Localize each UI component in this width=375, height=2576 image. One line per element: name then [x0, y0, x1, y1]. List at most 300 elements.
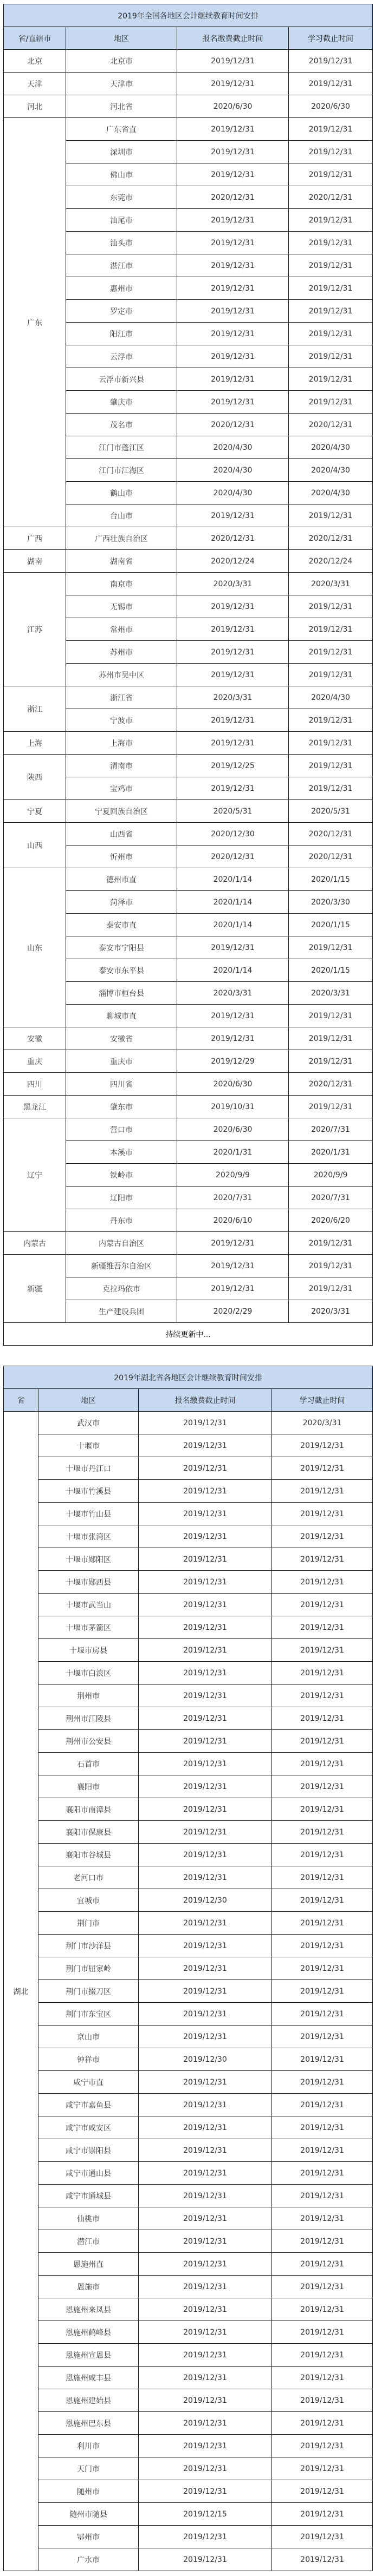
registration-deadline-cell: 2019/12/31 — [139, 2230, 272, 2253]
study-deadline-cell: 2020/7/31 — [289, 1187, 373, 1209]
registration-deadline-cell: 2020/12/31 — [177, 845, 289, 868]
table-row — [4, 1457, 373, 1480]
study-deadline-cell: 2020/12/31 — [289, 823, 373, 845]
region-cell: 南京市 — [66, 573, 177, 595]
region-cell: 宁波市 — [66, 709, 177, 732]
region-cell: 十堰市郧阳区 — [38, 1548, 139, 1571]
region-cell: 辽阳市 — [66, 1187, 177, 1209]
registration-deadline-cell: 2019/12/31 — [139, 2139, 272, 2162]
region-cell: 襄阳市谷城县 — [38, 1844, 139, 1866]
region-cell: 惠州市 — [66, 277, 177, 300]
province-cell: 上海 — [4, 732, 66, 755]
table-row — [4, 1027, 373, 1050]
registration-deadline-cell: 2019/12/31 — [139, 1912, 272, 1935]
study-deadline-cell: 2019/12/31 — [289, 1050, 373, 1073]
registration-deadline-cell: 2019/12/31 — [139, 1935, 272, 1957]
table-row — [4, 1889, 373, 1912]
study-deadline-cell: 2019/12/31 — [289, 254, 373, 277]
table-row — [4, 1730, 373, 1753]
study-deadline-cell: 2019/12/31 — [272, 1730, 373, 1753]
region-cell: 北京市 — [66, 50, 177, 73]
region-cell: 钟祥市 — [38, 2048, 139, 2071]
study-deadline-cell: 2019/12/31 — [289, 1096, 373, 1118]
study-deadline-cell: 2019/12/31 — [272, 1571, 373, 1594]
region-cell: 阳江市 — [66, 323, 177, 345]
study-deadline-cell: 2020/1/15 — [289, 959, 373, 982]
region-cell: 襄阳市南漳县 — [38, 1798, 139, 1821]
region-cell: 荆门市掇刀区 — [38, 1980, 139, 2003]
study-deadline-cell: 2019/12/31 — [289, 391, 373, 414]
table-row — [4, 1707, 373, 1730]
region-cell: 随州市随县 — [38, 2503, 139, 2526]
region-cell: 咸宁市嘉鱼县 — [38, 2094, 139, 2116]
study-deadline-cell: 2019/12/31 — [272, 1548, 373, 1571]
registration-deadline-cell: 2019/12/31 — [139, 2071, 272, 2094]
province-cell: 新疆 — [4, 1255, 66, 1323]
study-deadline-cell: 2019/12/31 — [272, 2298, 373, 2321]
province-cell: 广西 — [4, 527, 66, 550]
registration-deadline-cell: 2019/12/31 — [177, 232, 289, 254]
study-deadline-cell: 2020/12/31 — [289, 1073, 373, 1096]
registration-deadline-cell: 2019/12/31 — [177, 391, 289, 414]
study-deadline-cell: 2020/4/30 — [289, 482, 373, 504]
study-deadline-cell: 2019/12/31 — [289, 1005, 373, 1027]
table-row — [4, 1662, 373, 1684]
registration-deadline-cell: 2019/12/30 — [139, 2048, 272, 2071]
table-row — [4, 2230, 373, 2253]
registration-deadline-cell: 2019/12/31 — [139, 2185, 272, 2207]
study-deadline-cell: 2020/6/30 — [289, 95, 373, 118]
registration-deadline-cell: 2019/12/31 — [139, 1457, 272, 1480]
region-cell: 江门市蓬江区 — [66, 436, 177, 459]
region-cell: 广西壮族自治区 — [66, 527, 177, 550]
table-row — [4, 1912, 373, 1935]
study-deadline-cell: 2019/12/31 — [272, 2026, 373, 2048]
region-cell: 天门市 — [38, 2457, 139, 2480]
study-deadline-cell: 2019/12/31 — [272, 2412, 373, 2435]
region-cell: 苏州市 — [66, 641, 177, 664]
table-row — [4, 1118, 373, 1141]
region-cell: 潜江市 — [38, 2230, 139, 2253]
registration-deadline-cell: 2020/12/31 — [177, 414, 289, 436]
table-row — [4, 2412, 373, 2435]
region-cell: 茂名市 — [66, 414, 177, 436]
column-header-province: 省 — [4, 1389, 38, 1412]
study-deadline-cell: 2019/12/31 — [272, 2253, 373, 2276]
region-cell: 广东省直 — [66, 118, 177, 141]
table-row — [4, 2503, 373, 2526]
study-deadline-cell: 2019/12/31 — [289, 141, 373, 163]
table-row — [4, 686, 373, 709]
table-title: 2019年全国各地区会计继续教育时间安排 — [4, 4, 373, 27]
study-deadline-cell: 2019/12/31 — [289, 232, 373, 254]
region-cell: 襄阳市保康县 — [38, 1821, 139, 1844]
registration-deadline-cell: 2020/9/9 — [177, 1164, 289, 1187]
table-row — [4, 2116, 373, 2139]
region-cell: 苏州市吴中区 — [66, 664, 177, 686]
region-cell: 鹤山市 — [66, 482, 177, 504]
province-cell: 黑龙江 — [4, 1096, 66, 1118]
table-row — [4, 1639, 373, 1662]
registration-deadline-cell: 2019/12/25 — [177, 755, 289, 777]
table-row — [4, 2457, 373, 2480]
table-title: 2019年湖北省各地区会计继续教育时间安排 — [4, 1366, 373, 1389]
registration-deadline-cell: 2019/12/31 — [139, 1662, 272, 1684]
table-row — [4, 2526, 373, 2548]
registration-deadline-cell: 2019/12/31 — [139, 2457, 272, 2480]
study-deadline-cell: 2019/12/31 — [289, 300, 373, 323]
province-cell: 湖南 — [4, 550, 66, 573]
table-row — [4, 1775, 373, 1798]
region-cell: 十堰市张湾区 — [38, 1525, 139, 1548]
table-row — [4, 1073, 373, 1096]
region-cell: 浙江省 — [66, 686, 177, 709]
study-deadline-cell: 2020/3/31 — [289, 982, 373, 1005]
region-cell: 鄂州市 — [38, 2526, 139, 2548]
study-deadline-cell: 2019/12/31 — [272, 1525, 373, 1548]
registration-deadline-cell: 2019/12/31 — [139, 2003, 272, 2026]
region-cell: 恩施州巴东县 — [38, 2412, 139, 2435]
registration-deadline-cell: 2020/12/31 — [177, 527, 289, 550]
region-cell: 上海市 — [66, 732, 177, 755]
study-deadline-cell: 2019/12/31 — [272, 2344, 373, 2367]
registration-deadline-cell: 2019/12/31 — [177, 345, 289, 368]
table-row — [4, 1935, 373, 1957]
registration-deadline-cell: 2020/4/30 — [177, 459, 289, 482]
region-cell: 聊城市直 — [66, 1005, 177, 1027]
registration-deadline-cell: 2020/12/31 — [177, 186, 289, 209]
study-deadline-cell: 2019/12/31 — [272, 1639, 373, 1662]
region-cell: 宁夏回族自治区 — [66, 800, 177, 823]
table-row — [4, 2162, 373, 2185]
study-deadline-cell: 2019/12/31 — [272, 1844, 373, 1866]
province-cell: 河北 — [4, 95, 66, 118]
region-cell: 恩施州建始县 — [38, 2389, 139, 2412]
region-cell: 十堰市武当山 — [38, 1594, 139, 1616]
study-deadline-cell: 2019/12/31 — [289, 323, 373, 345]
registration-deadline-cell: 2019/12/31 — [139, 2480, 272, 2503]
table-row — [4, 1957, 373, 1980]
table-row — [4, 1866, 373, 1889]
study-deadline-cell: 2020/3/31 — [289, 573, 373, 595]
study-deadline-cell: 2019/12/31 — [272, 2435, 373, 2457]
registration-deadline-cell: 2019/12/31 — [139, 1639, 272, 1662]
region-cell: 生产建设兵团 — [66, 1300, 177, 1323]
registration-deadline-cell: 2019/12/31 — [139, 2276, 272, 2298]
table-row — [4, 2321, 373, 2344]
registration-deadline-cell: 2019/12/31 — [139, 1957, 272, 1980]
table-row — [4, 573, 373, 595]
region-cell: 深圳市 — [66, 141, 177, 163]
registration-deadline-cell: 2019/12/31 — [139, 1707, 272, 1730]
study-deadline-cell: 2019/12/31 — [272, 1503, 373, 1525]
registration-deadline-cell: 2019/12/31 — [139, 1844, 272, 1866]
study-deadline-cell: 2019/12/31 — [272, 2367, 373, 2389]
region-cell: 十堰市竹山县 — [38, 1503, 139, 1525]
registration-deadline-cell: 2019/12/31 — [177, 1255, 289, 1277]
study-deadline-cell: 2019/12/31 — [272, 2094, 373, 2116]
region-cell: 十堰市 — [38, 1434, 139, 1457]
study-deadline-cell: 2019/12/31 — [289, 664, 373, 686]
table-row — [4, 1844, 373, 1866]
study-deadline-cell: 2020/12/24 — [289, 550, 373, 573]
registration-deadline-cell: 2019/12/31 — [177, 777, 289, 800]
table-row — [4, 1480, 373, 1503]
region-cell: 宜城市 — [38, 1889, 139, 1912]
registration-deadline-cell: 2019/12/31 — [139, 1480, 272, 1503]
registration-deadline-cell: 2020/3/31 — [177, 982, 289, 1005]
region-cell: 忻州市 — [66, 845, 177, 868]
registration-deadline-cell: 2020/4/30 — [177, 436, 289, 459]
region-cell: 营口市 — [66, 1118, 177, 1141]
registration-deadline-cell: 2019/12/31 — [139, 1798, 272, 1821]
registration-deadline-cell: 2019/12/31 — [139, 1775, 272, 1798]
registration-deadline-cell: 2020/2/29 — [177, 1300, 289, 1323]
region-cell: 克拉玛依市 — [66, 1277, 177, 1300]
registration-deadline-cell: 2019/12/29 — [177, 1050, 289, 1073]
study-deadline-cell: 2019/12/31 — [272, 2457, 373, 2480]
registration-deadline-cell: 2019/12/31 — [139, 2548, 272, 2571]
registration-deadline-cell: 2019/12/31 — [139, 1980, 272, 2003]
study-deadline-cell: 2019/12/31 — [289, 641, 373, 664]
region-cell: 泰安市宁阳县 — [66, 936, 177, 959]
study-deadline-cell: 2019/12/31 — [289, 595, 373, 618]
registration-deadline-cell: 2019/12/31 — [177, 1027, 289, 1050]
province-cell: 广东 — [4, 118, 66, 527]
registration-deadline-cell: 2019/12/31 — [177, 368, 289, 391]
table-row — [4, 1434, 373, 1457]
table-row — [4, 1798, 373, 1821]
study-deadline-cell: 2019/12/31 — [272, 1753, 373, 1775]
registration-deadline-cell: 2019/12/31 — [139, 2344, 272, 2367]
registration-deadline-cell: 2019/12/31 — [139, 2321, 272, 2344]
table-row — [4, 2298, 373, 2321]
region-cell: 渭南市 — [66, 755, 177, 777]
table-row — [4, 868, 373, 891]
region-cell: 十堰市郧西县 — [38, 1571, 139, 1594]
study-deadline-cell: 2019/12/31 — [289, 709, 373, 732]
registration-deadline-cell: 2019/12/31 — [177, 118, 289, 141]
study-deadline-cell: 2019/12/31 — [289, 73, 373, 95]
table-row — [4, 1548, 373, 1571]
region-cell: 十堰市房县 — [38, 1639, 139, 1662]
region-cell: 荆门市东宝区 — [38, 2003, 139, 2026]
region-cell: 荆门市 — [38, 1912, 139, 1935]
column-header-study-deadline: 学习截止时间 — [289, 27, 373, 50]
study-deadline-cell: 2019/12/31 — [289, 777, 373, 800]
column-header-province: 省/直辖市 — [4, 27, 66, 50]
table-row — [4, 2480, 373, 2503]
table-row — [4, 2003, 373, 2026]
column-header-study-deadline: 学习截止时间 — [272, 1389, 373, 1412]
study-deadline-cell: 2019/12/31 — [289, 1232, 373, 1255]
region-cell: 石首市 — [38, 1753, 139, 1775]
study-deadline-cell: 2020/1/15 — [289, 868, 373, 891]
column-header-region: 地区 — [66, 27, 177, 50]
study-deadline-cell: 2019/12/31 — [272, 2276, 373, 2298]
study-deadline-cell: 2019/12/31 — [272, 2048, 373, 2071]
table-row — [4, 1255, 373, 1277]
region-cell: 云浮市 — [66, 345, 177, 368]
column-header-region: 地区 — [38, 1389, 139, 1412]
region-cell: 佛山市 — [66, 163, 177, 186]
study-deadline-cell: 2020/4/30 — [289, 459, 373, 482]
region-cell: 随州市 — [38, 2480, 139, 2503]
region-cell: 湖南省 — [66, 550, 177, 573]
region-cell: 肇东市 — [66, 1096, 177, 1118]
region-cell: 咸宁市直 — [38, 2071, 139, 2094]
table-row — [4, 2435, 373, 2457]
study-deadline-cell: 2020/3/31 — [272, 1412, 373, 1434]
registration-deadline-cell: 2019/12/31 — [139, 2526, 272, 2548]
table-body — [4, 50, 373, 1323]
registration-deadline-cell: 2020/12/24 — [177, 550, 289, 573]
region-cell: 十堰市竹溪县 — [38, 1480, 139, 1503]
registration-deadline-cell: 2020/6/10 — [177, 1209, 289, 1232]
column-header-registration-deadline: 报名缴费截止时间 — [177, 27, 289, 50]
region-cell: 利川市 — [38, 2435, 139, 2457]
registration-deadline-cell: 2020/1/14 — [177, 959, 289, 982]
registration-deadline-cell: 2019/12/31 — [177, 50, 289, 73]
table-row — [4, 2094, 373, 2116]
study-deadline-cell: 2020/4/30 — [289, 686, 373, 709]
registration-deadline-cell: 2019/12/31 — [177, 1005, 289, 1027]
region-cell: 恩施州鹤峰县 — [38, 2321, 139, 2344]
region-cell: 湛江市 — [66, 254, 177, 277]
region-cell: 荆门市沙洋县 — [38, 1935, 139, 1957]
registration-deadline-cell: 2020/1/14 — [177, 868, 289, 891]
registration-deadline-cell: 2019/12/31 — [139, 2389, 272, 2412]
study-deadline-cell: 2019/12/31 — [289, 368, 373, 391]
registration-deadline-cell: 2019/12/31 — [139, 1616, 272, 1639]
study-deadline-cell: 2020/7/31 — [289, 1118, 373, 1141]
study-deadline-cell: 2019/12/31 — [272, 1980, 373, 2003]
province-cell: 湖北 — [4, 1412, 38, 2571]
study-deadline-cell: 2020/6/20 — [289, 1209, 373, 1232]
table-row — [4, 1412, 373, 1434]
study-deadline-cell: 2019/12/31 — [272, 2389, 373, 2412]
registration-deadline-cell: 2019/12/31 — [177, 618, 289, 641]
study-deadline-cell: 2019/12/31 — [272, 1957, 373, 1980]
table-row — [4, 1594, 373, 1616]
registration-deadline-cell: 2019/12/31 — [177, 323, 289, 345]
study-deadline-cell: 2019/12/31 — [272, 2526, 373, 2548]
study-deadline-cell: 2019/12/31 — [272, 1594, 373, 1616]
region-cell: 老河口市 — [38, 1866, 139, 1889]
region-cell: 十堰市白浪区 — [38, 1662, 139, 1684]
registration-deadline-cell: 2019/12/31 — [139, 1525, 272, 1548]
table-row — [4, 732, 373, 755]
registration-deadline-cell: 2020/12/30 — [177, 823, 289, 845]
province-cell: 重庆 — [4, 1050, 66, 1073]
region-cell: 重庆市 — [66, 1050, 177, 1073]
province-cell: 山西 — [4, 823, 66, 868]
province-cell: 天津 — [4, 73, 66, 95]
province-cell: 四川 — [4, 1073, 66, 1096]
registration-deadline-cell: 2019/12/31 — [139, 1548, 272, 1571]
study-deadline-cell: 2019/12/31 — [272, 1707, 373, 1730]
registration-deadline-cell: 2019/12/15 — [139, 2503, 272, 2526]
region-cell: 铁岭市 — [66, 1164, 177, 1187]
table-row — [4, 50, 373, 73]
registration-deadline-cell: 2019/12/31 — [139, 1434, 272, 1457]
table-gap — [3, 1346, 372, 1366]
registration-deadline-cell: 2019/12/31 — [177, 1277, 289, 1300]
registration-deadline-cell: 2019/12/31 — [139, 1684, 272, 1707]
registration-deadline-cell: 2019/12/31 — [177, 504, 289, 527]
study-deadline-cell: 2020/1/31 — [289, 1141, 373, 1164]
study-deadline-cell: 2019/12/31 — [272, 2480, 373, 2503]
region-cell: 宝鸡市 — [66, 777, 177, 800]
registration-deadline-cell: 2019/12/31 — [139, 2435, 272, 2457]
region-cell: 广水市 — [38, 2548, 139, 2571]
study-deadline-cell: 2019/12/31 — [272, 1662, 373, 1684]
region-cell: 咸宁市通山县 — [38, 2162, 139, 2185]
registration-deadline-cell: 2019/12/31 — [177, 300, 289, 323]
region-cell: 泰安市直 — [66, 914, 177, 936]
registration-deadline-cell: 2019/12/31 — [139, 2298, 272, 2321]
study-deadline-cell: 2020/9/9 — [289, 1164, 373, 1187]
study-deadline-cell: 2019/12/31 — [289, 1277, 373, 1300]
region-cell: 咸宁市通城县 — [38, 2185, 139, 2207]
registration-deadline-cell: 2019/12/31 — [177, 732, 289, 755]
table-row — [4, 95, 373, 118]
study-deadline-cell: 2020/4/30 — [289, 436, 373, 459]
study-deadline-cell: 2019/12/31 — [272, 2548, 373, 2571]
region-cell: 襄阳市 — [38, 1775, 139, 1798]
region-cell: 罗定市 — [66, 300, 177, 323]
region-cell: 江门市江海区 — [66, 459, 177, 482]
column-header-registration-deadline: 报名缴费截止时间 — [139, 1389, 272, 1412]
registration-deadline-cell: 2020/1/31 — [177, 1141, 289, 1164]
registration-deadline-cell: 2019/12/31 — [139, 1571, 272, 1594]
registration-deadline-cell: 2020/1/14 — [177, 914, 289, 936]
study-deadline-cell: 2020/12/31 — [289, 527, 373, 550]
study-deadline-cell: 2020/3/30 — [289, 891, 373, 914]
table-row — [4, 1503, 373, 1525]
table-row — [4, 550, 373, 573]
province-cell: 江苏 — [4, 573, 66, 686]
region-cell: 淄博市桓台县 — [66, 982, 177, 1005]
province-cell: 安徽 — [4, 1027, 66, 1050]
table-row — [4, 755, 373, 777]
region-cell: 恩施市 — [38, 2276, 139, 2298]
registration-deadline-cell: 2019/12/31 — [177, 1232, 289, 1255]
study-deadline-cell: 2019/12/31 — [289, 277, 373, 300]
study-deadline-cell: 2019/12/31 — [272, 2207, 373, 2230]
region-cell: 丹东市 — [66, 1209, 177, 1232]
study-deadline-cell: 2019/12/31 — [272, 1798, 373, 1821]
study-deadline-cell: 2019/12/31 — [272, 1684, 373, 1707]
registration-deadline-cell: 2019/12/31 — [139, 2412, 272, 2435]
province-cell: 内蒙古 — [4, 1232, 66, 1255]
region-cell: 十堰市茅箭区 — [38, 1616, 139, 1639]
table-row — [4, 1753, 373, 1775]
registration-deadline-cell: 2019/12/31 — [139, 2207, 272, 2230]
table-row — [4, 1232, 373, 1255]
registration-deadline-cell: 2019/10/31 — [177, 1096, 289, 1118]
table-row — [4, 2071, 373, 2094]
registration-deadline-cell: 2019/12/31 — [139, 1594, 272, 1616]
study-deadline-cell: 2019/12/31 — [272, 1821, 373, 1844]
region-cell: 荆州市 — [38, 1684, 139, 1707]
region-cell: 武汉市 — [38, 1412, 139, 1434]
study-deadline-cell: 2019/12/31 — [272, 2139, 373, 2162]
registration-deadline-cell: 2019/12/31 — [139, 2367, 272, 2389]
table-row — [4, 2367, 373, 2389]
table-row — [4, 1684, 373, 1707]
hubei-schedule-table — [3, 1366, 373, 2571]
